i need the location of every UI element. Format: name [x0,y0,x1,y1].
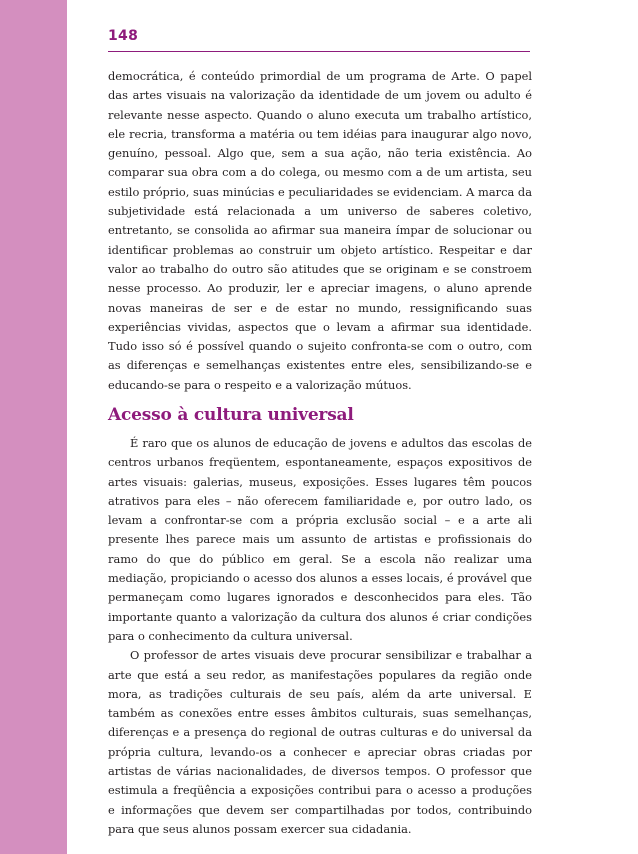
decorative-side-band [0,0,67,854]
section-body [108,434,532,839]
section-paragraph-1: É raro que os alunos de educação de jovens e adultos das escolas de centros urbanos freqüentem, espontaneamente, espaços expositivos de artes visuais: galerias, museus, exposições. Esses lugares têm poucos atrativos para eles – não oferecem familiaridade e, por outro lado, os levam a confrontar-se com a própria exclusão social – e a arte ali presente lhes parece mais um assunto de artistas e profissionais do ramo do que do público em geral. Se a escola não realizar uma mediação, propiciando o acesso dos alunos a esses locais, é provável que permaneçam como lugares ignorados e desconhecidos para eles. Tão importante quanto a valorização da cultura dos alunos é criar condições para o conhecimento da cultura universal. [108,436,532,643]
section-heading: Acesso à cultura universal [108,405,354,425]
intro-text-block [108,67,532,395]
intro-paragraph: democrática, é conteúdo primordial de um programa de Arte. O papel das artes visuais na valorização da identidade de um jovem ou adulto é relevante nesse aspecto. Quando o aluno executa um trabalho artístico, ele recria, transforma a matéria ou tem idéias para inaugurar algo novo, genuíno, pessoal. Algo que, sem a sua ação, não teria existência. Ao comparar sua obra com a do colega, ou mesmo com a de um artista, seu estilo próprio, suas minúcias e peculiaridades se evidenciam. A marca da subjetividade está relacionada a um universo de saberes coletivo, entretanto, se consolida ao afirmar sua maneira ímpar de solucionar ou identificar problemas ao construir um objeto artístico. Respeitar e dar valor ao trabalho do outro são atitudes que se originam e se constroem nesse processo. Ao produzir, ler e apreciar imagens, o aluno aprende novas maneiras de ser e de estar no mundo, ressignificando suas experiências vividas, aspectos que o levam a afirmar sua identidade. Tudo isso só é possível quando o sujeito confronta-se com o outro, com as diferenças e semelhanças existentes entre eles, sensibilizando-se e educando-se para o respeito e a valorização mútuos. [108,69,532,392]
header-divider [108,51,530,52]
page-number: 148 [108,28,139,44]
section-paragraph-2: O professor de artes visuais deve procurar sensibilizar e trabalhar a arte que está a seu redor, as manifestações populares da região onde mora, as tradições culturais de seu país, além da arte universal. E também as conexões entre esses âmbitos culturais, suas semelhanças, diferenças e a presença do regional de outras culturas e do universal da própria cultura, levando-os a conhecer e apreciar obras criadas por artistas de várias nacionalidades, de diversos tempos. O professor que estimula a freqüência a exposições contribui para o acesso a produções e informações que devem ser compartilhadas por todos, contribuindo para que seus alunos possam exercer sua cidadania. [108,648,532,836]
